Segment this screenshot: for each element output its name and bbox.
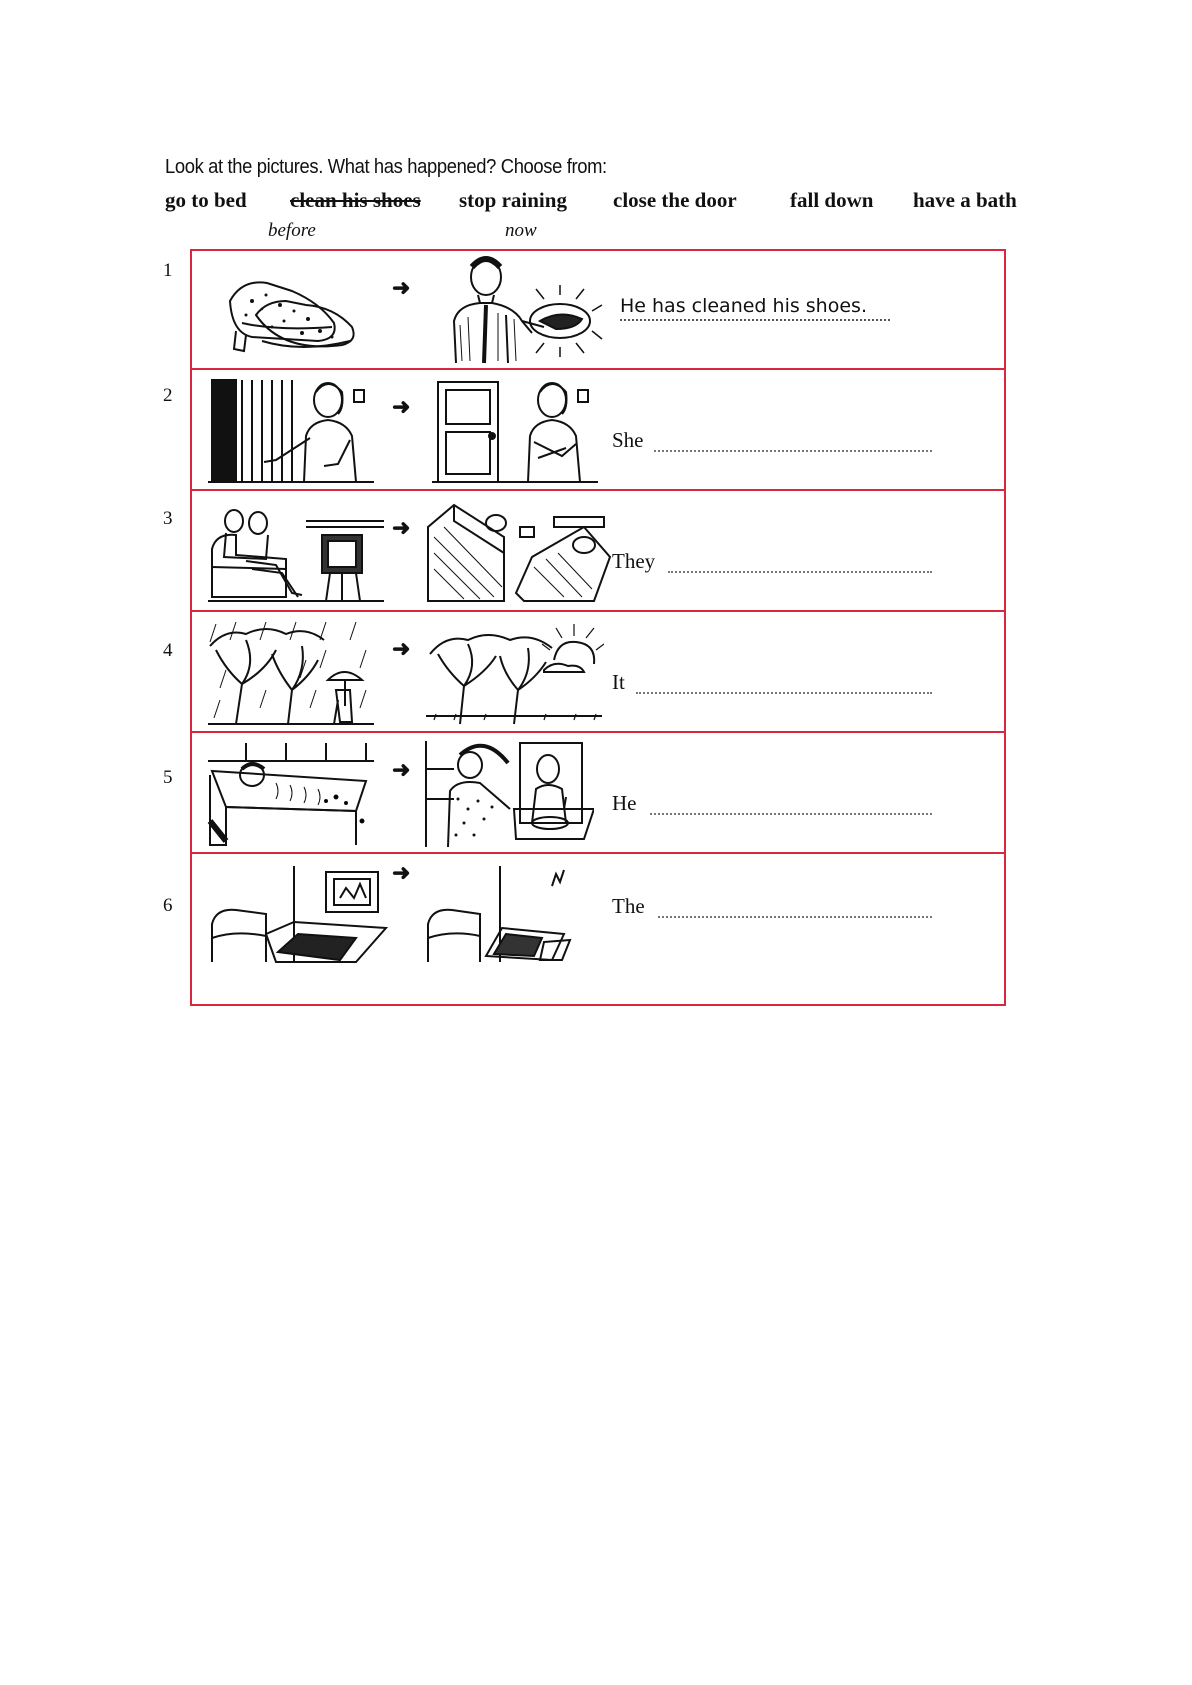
answer-line[interactable]: [650, 813, 932, 815]
item-number: 6: [163, 895, 173, 916]
arrow-icon: ➜: [392, 636, 411, 661]
answer-start: It: [612, 670, 625, 694]
fallen-picture-icon: [424, 864, 604, 964]
exercise-row: [192, 610, 1004, 731]
item-number: 3: [163, 508, 173, 529]
answer-line[interactable]: [654, 450, 932, 452]
answer-start: He: [612, 791, 637, 815]
answer-line[interactable]: [636, 692, 932, 694]
rain-trees-icon: [206, 620, 376, 726]
choice-have-a-bath: have a bath: [913, 188, 1017, 212]
man-in-bath-icon: [206, 741, 376, 847]
before-header: before: [268, 220, 316, 241]
item-number: 2: [163, 385, 173, 406]
arrow-icon: ➜: [392, 757, 411, 782]
answer-start: She: [612, 428, 644, 452]
answer-start: The: [612, 894, 645, 918]
exercise-row: [192, 368, 1004, 489]
sample-answer: He has cleaned his shoes.: [620, 295, 890, 321]
man-drying-icon: [424, 739, 594, 849]
choice-clean-his-shoes: clean his shoes: [290, 188, 421, 212]
arrow-icon: ➜: [392, 275, 411, 300]
exercise-frame: [190, 249, 1006, 1006]
word-choices: [165, 188, 1025, 216]
choice-go-to-bed: go to bed: [165, 188, 247, 212]
exercise-row: [192, 489, 1004, 610]
picture-on-wall-icon: [206, 864, 396, 964]
exercise-row: [192, 852, 1004, 1004]
answer-start: They: [612, 549, 656, 573]
item-number: 4: [163, 640, 173, 661]
choice-fall-down: fall down: [790, 188, 874, 212]
couple-watching-tv-icon: [206, 497, 386, 607]
couple-in-beds-icon: [424, 497, 614, 607]
exercise-row: [192, 731, 1004, 852]
sun-trees-icon: [424, 620, 604, 726]
choice-close-the-door: close the door: [613, 188, 737, 212]
arrow-icon: ➜: [392, 860, 411, 885]
answer-line[interactable]: [668, 571, 932, 573]
item-number: 1: [163, 260, 173, 281]
instruction-text: Look at the pictures. What has happened? Choose from:: [165, 156, 607, 178]
item-number: 5: [163, 767, 173, 788]
arrow-icon: ➜: [392, 515, 411, 540]
woman-closed-door-icon: [430, 378, 600, 484]
arrow-icon: ➜: [392, 394, 411, 419]
answer-line[interactable]: [658, 916, 932, 918]
exercise-row: [192, 251, 1004, 368]
man-holding-shoes-icon: [436, 255, 606, 365]
woman-open-door-icon: [206, 378, 376, 484]
now-header: now: [505, 220, 537, 241]
shoes-icon: [222, 261, 362, 361]
choice-stop-raining: stop raining: [459, 188, 567, 212]
